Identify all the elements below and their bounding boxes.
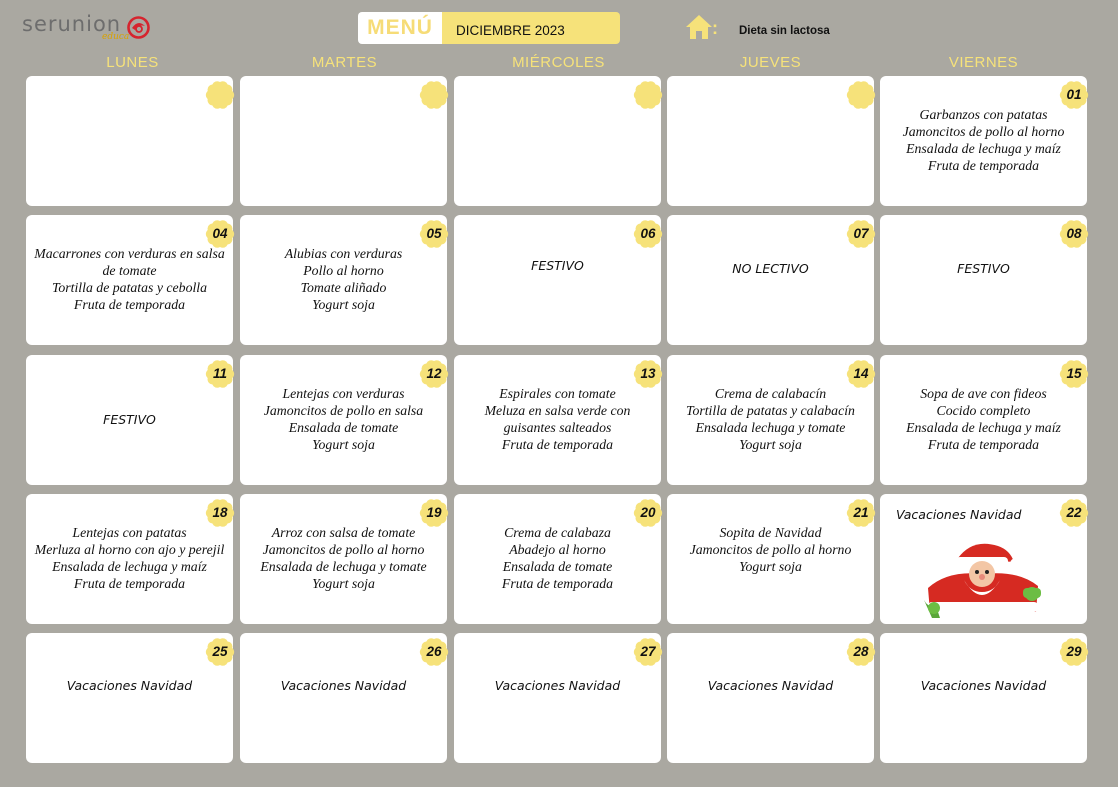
menu-list	[888, 106, 1079, 174]
day-cell	[240, 355, 447, 485]
menu-item: Jamoncitos de pollo al horno	[262, 542, 425, 557]
menu-item: Ensalada de tomate	[502, 559, 613, 574]
menu-item: Sopita de Navidad	[719, 525, 822, 540]
day-badge	[632, 637, 664, 667]
menu-list	[675, 524, 866, 575]
menu-list	[462, 524, 653, 592]
day-cell	[240, 76, 447, 206]
menu-item: Ensalada de lechuga y tomate	[260, 559, 427, 574]
day-cell	[454, 633, 661, 763]
day-note: FESTIVO	[957, 261, 1010, 276]
day-cell	[880, 76, 1087, 206]
day-cell	[240, 215, 447, 345]
day-number: 20	[640, 505, 656, 520]
serunion-logo	[22, 12, 162, 44]
day-number: 01	[1066, 87, 1082, 102]
menu-item: Lentejas con verduras	[282, 386, 405, 401]
day-cell	[26, 633, 233, 763]
day-cell	[26, 76, 233, 206]
menu-item: Fruta de temporada	[927, 437, 1040, 452]
day-number: 12	[426, 366, 442, 381]
menu-item: Alubias con verduras	[284, 246, 403, 261]
brand-sub: educa	[102, 32, 130, 42]
day-note: Vacaciones Navidad	[66, 678, 193, 693]
day-badge	[845, 219, 877, 249]
menu-list	[248, 245, 439, 313]
day-number: 04	[212, 226, 228, 241]
day-cell	[240, 633, 447, 763]
menu-item: Meluza en salsa verde con guisantes salteados	[484, 403, 631, 435]
day-badge	[204, 359, 236, 389]
day-badge	[418, 637, 450, 667]
day-number: 29	[1066, 644, 1082, 659]
day-number: 22	[1066, 505, 1082, 520]
day-cell	[454, 76, 661, 206]
menu-list	[34, 245, 225, 313]
menu-item: Merluza al horno con ajo y perejil	[34, 542, 225, 557]
day-badge	[845, 637, 877, 667]
menu-item: Fruta de temporada	[501, 437, 614, 452]
day-number: 25	[212, 644, 228, 659]
menu-item: Ensalada de tomate	[288, 420, 399, 435]
menu-item: Crema de calabacín	[714, 386, 827, 401]
day-number: 13	[640, 366, 656, 381]
month-label: DICIEMBRE 2023	[442, 12, 620, 44]
day-badge	[418, 80, 450, 110]
menu-item: Abadejo al horno	[509, 542, 606, 557]
menu-item: Ensalada de lechuga y maíz	[906, 141, 1061, 156]
day-cell	[667, 355, 874, 485]
menu-list	[248, 385, 439, 453]
day-note: NO LECTIVO	[732, 261, 809, 276]
day-number: 05	[426, 226, 442, 241]
day-badge	[632, 80, 664, 110]
menu-title-box	[358, 12, 620, 44]
menu-item: Yogurt soja	[312, 576, 375, 591]
day-number: 27	[640, 644, 656, 659]
day-number: 26	[426, 644, 442, 659]
day-badge	[1058, 637, 1090, 667]
menu-item: Tomate aliñado	[300, 280, 387, 295]
menu-item: Lentejas con patatas	[72, 525, 187, 540]
weekday-miercoles: MIÉRCOLES	[512, 54, 605, 71]
day-number	[204, 80, 236, 110]
home-colon: :	[712, 18, 718, 38]
menu-label: MENÚ	[358, 12, 442, 44]
menu-item: Tortilla de patatas y cebolla	[51, 280, 208, 295]
menu-item: Yogurt soja	[739, 559, 802, 574]
day-cell	[26, 355, 233, 485]
weekday-jueves: JUEVES	[739, 54, 802, 71]
day-badge	[204, 637, 236, 667]
day-cell	[240, 494, 447, 624]
menu-list	[462, 385, 653, 453]
day-number: 14	[853, 366, 869, 381]
day-number: 19	[426, 505, 442, 520]
day-cell	[26, 215, 233, 345]
day-number	[845, 80, 877, 110]
menu-item: Jamoncitos de pollo al horno	[689, 542, 852, 557]
day-badge	[1058, 219, 1090, 249]
day-badge	[632, 219, 664, 249]
menu-item: Garbanzos con patatas	[919, 107, 1048, 122]
menu-item: Crema de calabaza	[504, 525, 611, 540]
day-number: 28	[853, 644, 869, 659]
day-number	[632, 80, 664, 110]
day-note: Vacaciones Navidad	[494, 678, 621, 693]
day-note: Vacaciones Navidad	[280, 678, 407, 693]
menu-list	[248, 524, 439, 592]
menu-item: Ensalada lechuga y tomate	[695, 420, 846, 435]
day-cell	[880, 494, 1087, 624]
menu-item: Macarrones con verduras en salsa de tomate	[34, 246, 225, 278]
day-cell	[667, 494, 874, 624]
day-cell	[880, 215, 1087, 345]
menu-item: Yogurt soja	[312, 297, 375, 312]
menu-item: Cocido completo	[936, 403, 1031, 418]
day-number: 06	[640, 226, 656, 241]
menu-item: Jamoncitos de pollo en salsa	[263, 403, 424, 418]
day-cell	[880, 633, 1087, 763]
menu-item: Jamoncitos de pollo al horno	[902, 124, 1065, 139]
menu-item: Ensalada de lechuga y maíz	[906, 420, 1061, 435]
day-note: Vacaciones Navidad	[920, 678, 1047, 693]
day-note: FESTIVO	[103, 412, 156, 427]
weekday-lunes: LUNES	[106, 54, 159, 71]
day-cell	[26, 494, 233, 624]
menu-item: Fruta de temporada	[73, 576, 186, 591]
menu-list	[34, 524, 225, 592]
menu-item: Espirales con tomate	[499, 386, 616, 401]
menu-item: Fruta de temporada	[501, 576, 614, 591]
day-cell	[667, 633, 874, 763]
day-cell	[667, 76, 874, 206]
day-cell	[454, 494, 661, 624]
menu-list	[675, 385, 866, 453]
day-number: 11	[212, 366, 227, 381]
day-note: FESTIVO	[531, 258, 584, 273]
day-badge	[204, 80, 236, 110]
menu-item: Fruta de temporada	[73, 297, 186, 312]
home-icon	[684, 13, 714, 41]
day-cell	[454, 355, 661, 485]
brand-name: serunion	[22, 12, 122, 36]
menu-item: Fruta de temporada	[927, 158, 1040, 173]
menu-list	[888, 385, 1079, 453]
day-cell	[880, 355, 1087, 485]
menu-item: Sopa de ave con fideos	[920, 386, 1047, 401]
menu-item: Pollo al horno	[303, 263, 384, 278]
diet-label: Dieta sin lactosa	[739, 25, 830, 37]
santa-claus-illustration	[918, 540, 1048, 620]
day-number: 08	[1066, 226, 1082, 241]
day-cell	[454, 215, 661, 345]
menu-item: Yogurt soja	[312, 437, 375, 452]
day-number: 21	[853, 505, 869, 520]
day-note: Vacaciones Navidad	[707, 678, 834, 693]
day-note: Vacaciones Navidad	[896, 507, 1022, 522]
menu-item: Tortilla de patatas y calabacín	[686, 403, 855, 418]
home-indicator	[684, 13, 726, 41]
menu-item: Ensalada de lechuga y maíz	[52, 559, 207, 574]
day-badge	[845, 80, 877, 110]
serunion-logo-icon	[126, 15, 151, 40]
menu-item: Yogurt soja	[739, 437, 802, 452]
menu-item: Arroz con salsa de tomate	[271, 525, 416, 540]
day-number: 07	[853, 226, 869, 241]
weekday-viernes: VIERNES	[948, 54, 1019, 71]
day-number: 15	[1066, 366, 1082, 381]
day-cell	[667, 215, 874, 345]
weekday-martes: MARTES	[311, 54, 378, 71]
day-number	[418, 80, 450, 110]
day-number: 18	[212, 505, 228, 520]
